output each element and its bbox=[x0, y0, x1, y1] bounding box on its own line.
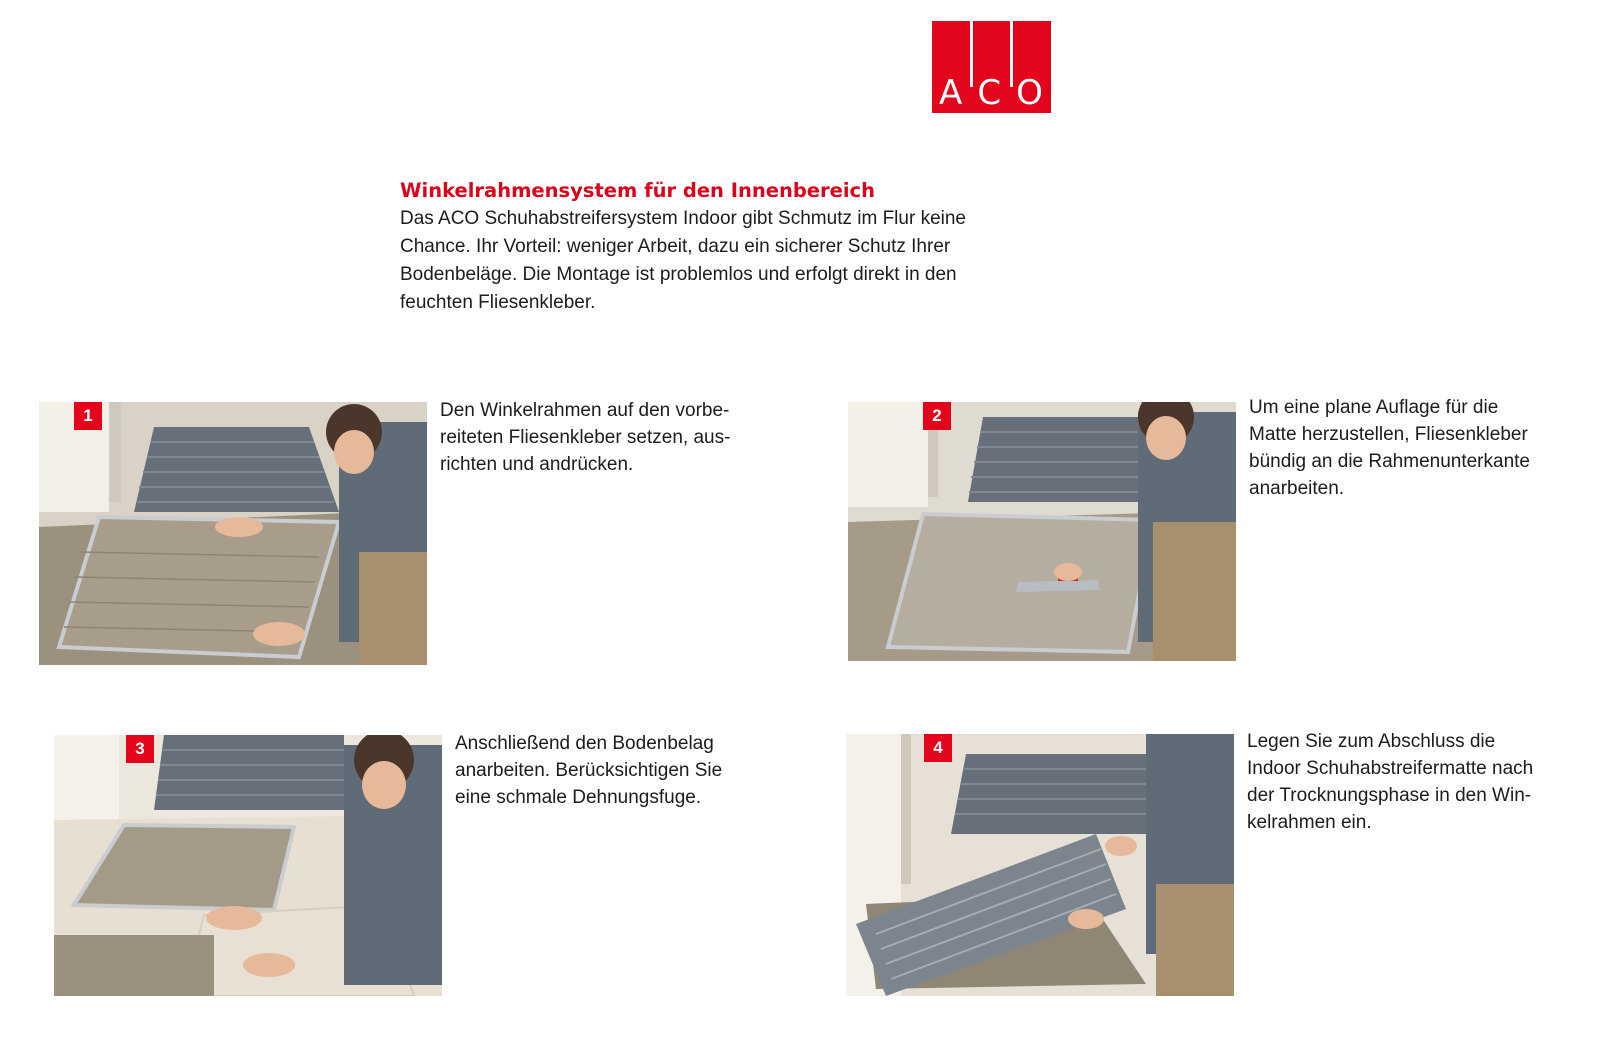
installation-photo-illustration bbox=[848, 402, 1236, 661]
intro-line: Das ACO Schuhabstreifersystem Indoor gibt Schmutz im Flur keine bbox=[400, 208, 967, 229]
section-heading: Winkelrahmensystem für den Innenbereich bbox=[400, 179, 875, 202]
intro-line: Bodenbeläge. Die Montage ist problemlos und erfolgt direkt in den bbox=[400, 264, 957, 285]
step-text-line: Matte herzustellen, Fliesenkleber bbox=[1249, 424, 1528, 445]
intro-line: Chance. Ihr Vorteil: weniger Arbeit, dazu ein sicherer Schutz Ihrer bbox=[400, 236, 951, 257]
intro-paragraph bbox=[400, 205, 1040, 317]
step-text-line: eine schmale Dehnungsfuge. bbox=[455, 787, 702, 808]
step-text-line: richten und andrücken. bbox=[440, 454, 634, 475]
step-text-line: kelrahmen ein. bbox=[1247, 812, 1372, 833]
step-text-line: reiteten Fliesenkleber setzen, aus- bbox=[440, 427, 731, 448]
step-1-photo bbox=[39, 402, 427, 665]
step-2-photo bbox=[848, 402, 1236, 661]
logo-letter-o: O bbox=[1016, 73, 1044, 113]
step-4-text bbox=[1247, 728, 1587, 836]
step-4-number-badge: 4 bbox=[924, 734, 952, 762]
logo-letter-c: C bbox=[977, 73, 1003, 113]
step-text-line: Indoor Schuhabstreifermatte nach bbox=[1247, 758, 1534, 779]
installation-photo-illustration bbox=[54, 735, 442, 996]
step-3-photo bbox=[54, 735, 442, 996]
step-text-line: der Trocknungsphase in den Win- bbox=[1247, 785, 1532, 806]
logo-letter-a: A bbox=[939, 73, 964, 113]
aco-logo bbox=[932, 21, 1051, 113]
installation-photo-illustration bbox=[39, 402, 427, 665]
step-text-line: Um eine plane Auflage für die bbox=[1249, 397, 1499, 418]
step-2-text bbox=[1249, 394, 1589, 502]
step-3-text bbox=[455, 730, 775, 811]
logo-lettering bbox=[932, 73, 1051, 113]
step-1-text bbox=[440, 397, 780, 478]
installation-photo-illustration bbox=[846, 734, 1234, 996]
step-text-line: anarbeiten. Berücksichtigen Sie bbox=[455, 760, 723, 781]
step-2-number-badge: 2 bbox=[923, 402, 951, 430]
step-4-photo bbox=[846, 734, 1234, 996]
step-text-line: Anschließend den Bodenbelag bbox=[455, 733, 714, 754]
step-text-line: Legen Sie zum Abschluss die bbox=[1247, 731, 1496, 752]
intro-line: feuchten Fliesenkleber. bbox=[400, 292, 596, 313]
step-1-number-badge: 1 bbox=[74, 402, 102, 430]
step-3-number-badge: 3 bbox=[126, 735, 154, 763]
step-text-line: anarbeiten. bbox=[1249, 478, 1345, 499]
step-text-line: bündig an die Rahmenunterkante bbox=[1249, 451, 1530, 472]
step-text-line: Den Winkelrahmen auf den vorbe- bbox=[440, 400, 730, 421]
